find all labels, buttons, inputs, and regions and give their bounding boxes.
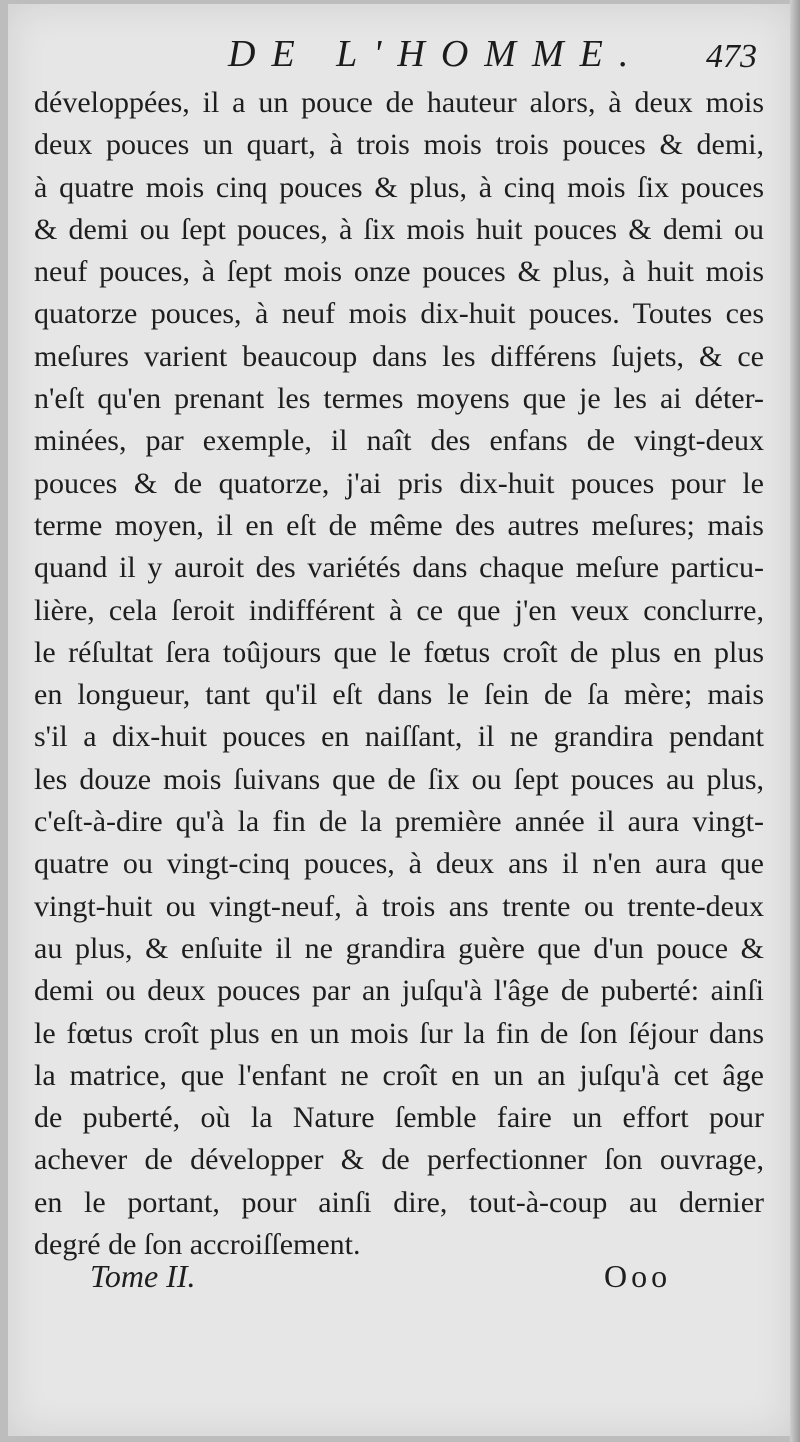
text-line: le réſultat ſera toûjours que le fœtus croît de plus en plus bbox=[34, 635, 764, 669]
text-line: le fœtus croît plus en un mois ſur la fin de ſon ſéjour dans bbox=[34, 1016, 764, 1050]
text-line: en le portant, pour ainſi dire, tout-à-coup au dernier bbox=[34, 1185, 764, 1219]
text-line: vingt-huit ou vingt-neuf, à trois ans trente ou trente-deux bbox=[34, 889, 764, 923]
volume-label: Tome II. bbox=[90, 1258, 196, 1294]
page-edge-shadow bbox=[790, 0, 800, 1442]
text-line: demi ou deux pouces par an juſqu'à l'âge de puberté: ainſi bbox=[34, 974, 764, 1008]
text-line: quatre ou vingt-cinq pouces, à deux ans il n'en aura que bbox=[34, 847, 764, 881]
text-line: neuf pouces, à ſept mois onze pouces & plus, à huit mois bbox=[34, 255, 764, 289]
signature-mark: Ooo bbox=[604, 1258, 672, 1294]
text-line: s'il a dix-huit pouces en naiſſant, il ne grandira pendant bbox=[34, 720, 764, 754]
running-head bbox=[0, 30, 800, 90]
text-line: la matrice, que l'enfant ne croît en un an juſqu'à cet âge bbox=[34, 1058, 764, 1092]
page-number: 473 bbox=[706, 38, 757, 75]
body-text bbox=[34, 82, 764, 1266]
text-line: de puberté, où la Nature ſemble faire un effort pour bbox=[34, 1101, 764, 1135]
running-title: DE L'HOMME. bbox=[228, 33, 645, 75]
text-line: quatorze pouces, à neuf mois dix-huit pouces. Toutes ces bbox=[34, 297, 764, 331]
text-line: les douze mois ſuivans que de ſix ou ſept pouces au plus, bbox=[34, 762, 764, 796]
text-line: degré de ſon accroiſſement. bbox=[34, 1228, 361, 1262]
text-line: achever de développer & de perfectionner ſon ouvrage, bbox=[34, 1143, 764, 1177]
text-line: minées, par exemple, il naît des enfans de vingt-deux bbox=[34, 424, 764, 458]
text-line: pouces & de quatorze, j'ai pris dix-huit pouces pour le bbox=[34, 466, 764, 500]
text-line: c'eſt-à-dire qu'à la fin de la première année il aura vingt- bbox=[34, 805, 764, 839]
text-line: développées, il a un pouce de hauteur alors, à deux mois bbox=[34, 86, 764, 119]
text-line: lière, cela ſeroit indifférent à ce que j'en veux conclurre, bbox=[34, 593, 764, 627]
text-line: à quatre mois cinq pouces & plus, à cinq mois ſix pouces bbox=[34, 170, 764, 204]
text-line: au plus, & enſuite il ne grandira guère que d'un pouce & bbox=[34, 931, 764, 965]
text-line: en longueur, tant qu'il eſt dans le ſein de ſa mère; mais bbox=[34, 678, 764, 712]
text-line: & demi ou ſept pouces, à ſix mois huit pouces & demi ou bbox=[34, 212, 764, 246]
text-line: deux pouces un quart, à trois mois trois pouces & demi, bbox=[34, 128, 764, 162]
text-line: meſures varient beaucoup dans les différens ſujets, & ce bbox=[34, 339, 764, 373]
text-line: quand il y auroit des variétés dans chaque meſure particu- bbox=[34, 551, 764, 585]
text-line: n'eſt qu'en prenant les termes moyens que je les ai déter- bbox=[34, 382, 764, 416]
text-line: terme moyen, il en eſt de même des autres meſures; mais bbox=[34, 508, 764, 542]
page-footer bbox=[0, 1258, 800, 1308]
